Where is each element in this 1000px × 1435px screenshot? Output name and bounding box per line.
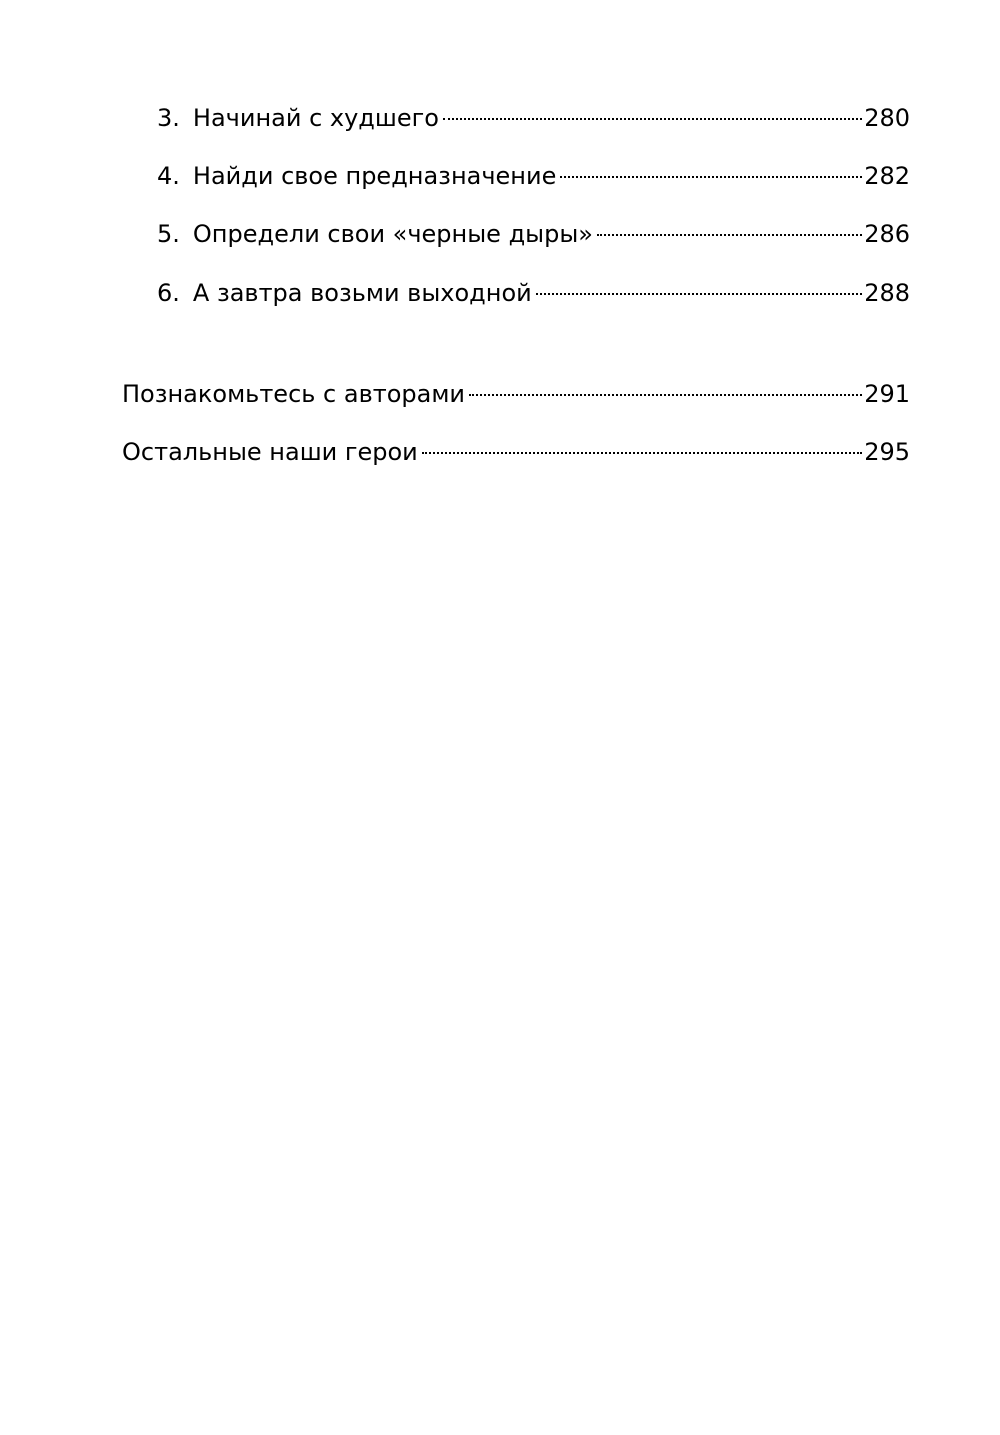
dot-leader <box>536 293 862 295</box>
entry-page-number: 282 <box>864 162 910 190</box>
toc-entry-heroes <box>122 432 910 472</box>
dot-leader <box>422 452 862 454</box>
entry-page-number: 295 <box>864 438 910 466</box>
dot-leader <box>443 118 862 120</box>
toc-entry-3 <box>157 98 910 138</box>
entry-number: 3. <box>157 104 180 132</box>
entry-page-number: 288 <box>864 279 910 307</box>
entry-title: Остальные наши герои <box>122 438 418 466</box>
entry-page-number: 291 <box>864 380 910 408</box>
entry-page-number: 280 <box>864 104 910 132</box>
dot-leader <box>469 394 862 396</box>
toc-entry-authors <box>122 374 910 414</box>
entry-title: А завтра возьми выходной <box>192 279 532 307</box>
entry-title: Начинай с худшего <box>192 104 439 132</box>
entry-number: 5. <box>157 220 180 248</box>
entry-title: Найди свое предназначение <box>192 162 557 190</box>
entry-title: Определи свои «черные дыры» <box>192 220 593 248</box>
dot-leader <box>560 176 862 178</box>
entry-page-number: 286 <box>864 220 910 248</box>
toc-entry-6 <box>157 273 910 313</box>
dot-leader <box>597 234 862 236</box>
entry-title: Познакомьтесь с авторами <box>122 380 466 408</box>
entry-number: 6. <box>157 279 180 307</box>
toc-entry-4 <box>157 156 910 196</box>
toc-entry-5 <box>157 214 910 254</box>
entry-number: 4. <box>157 162 180 190</box>
